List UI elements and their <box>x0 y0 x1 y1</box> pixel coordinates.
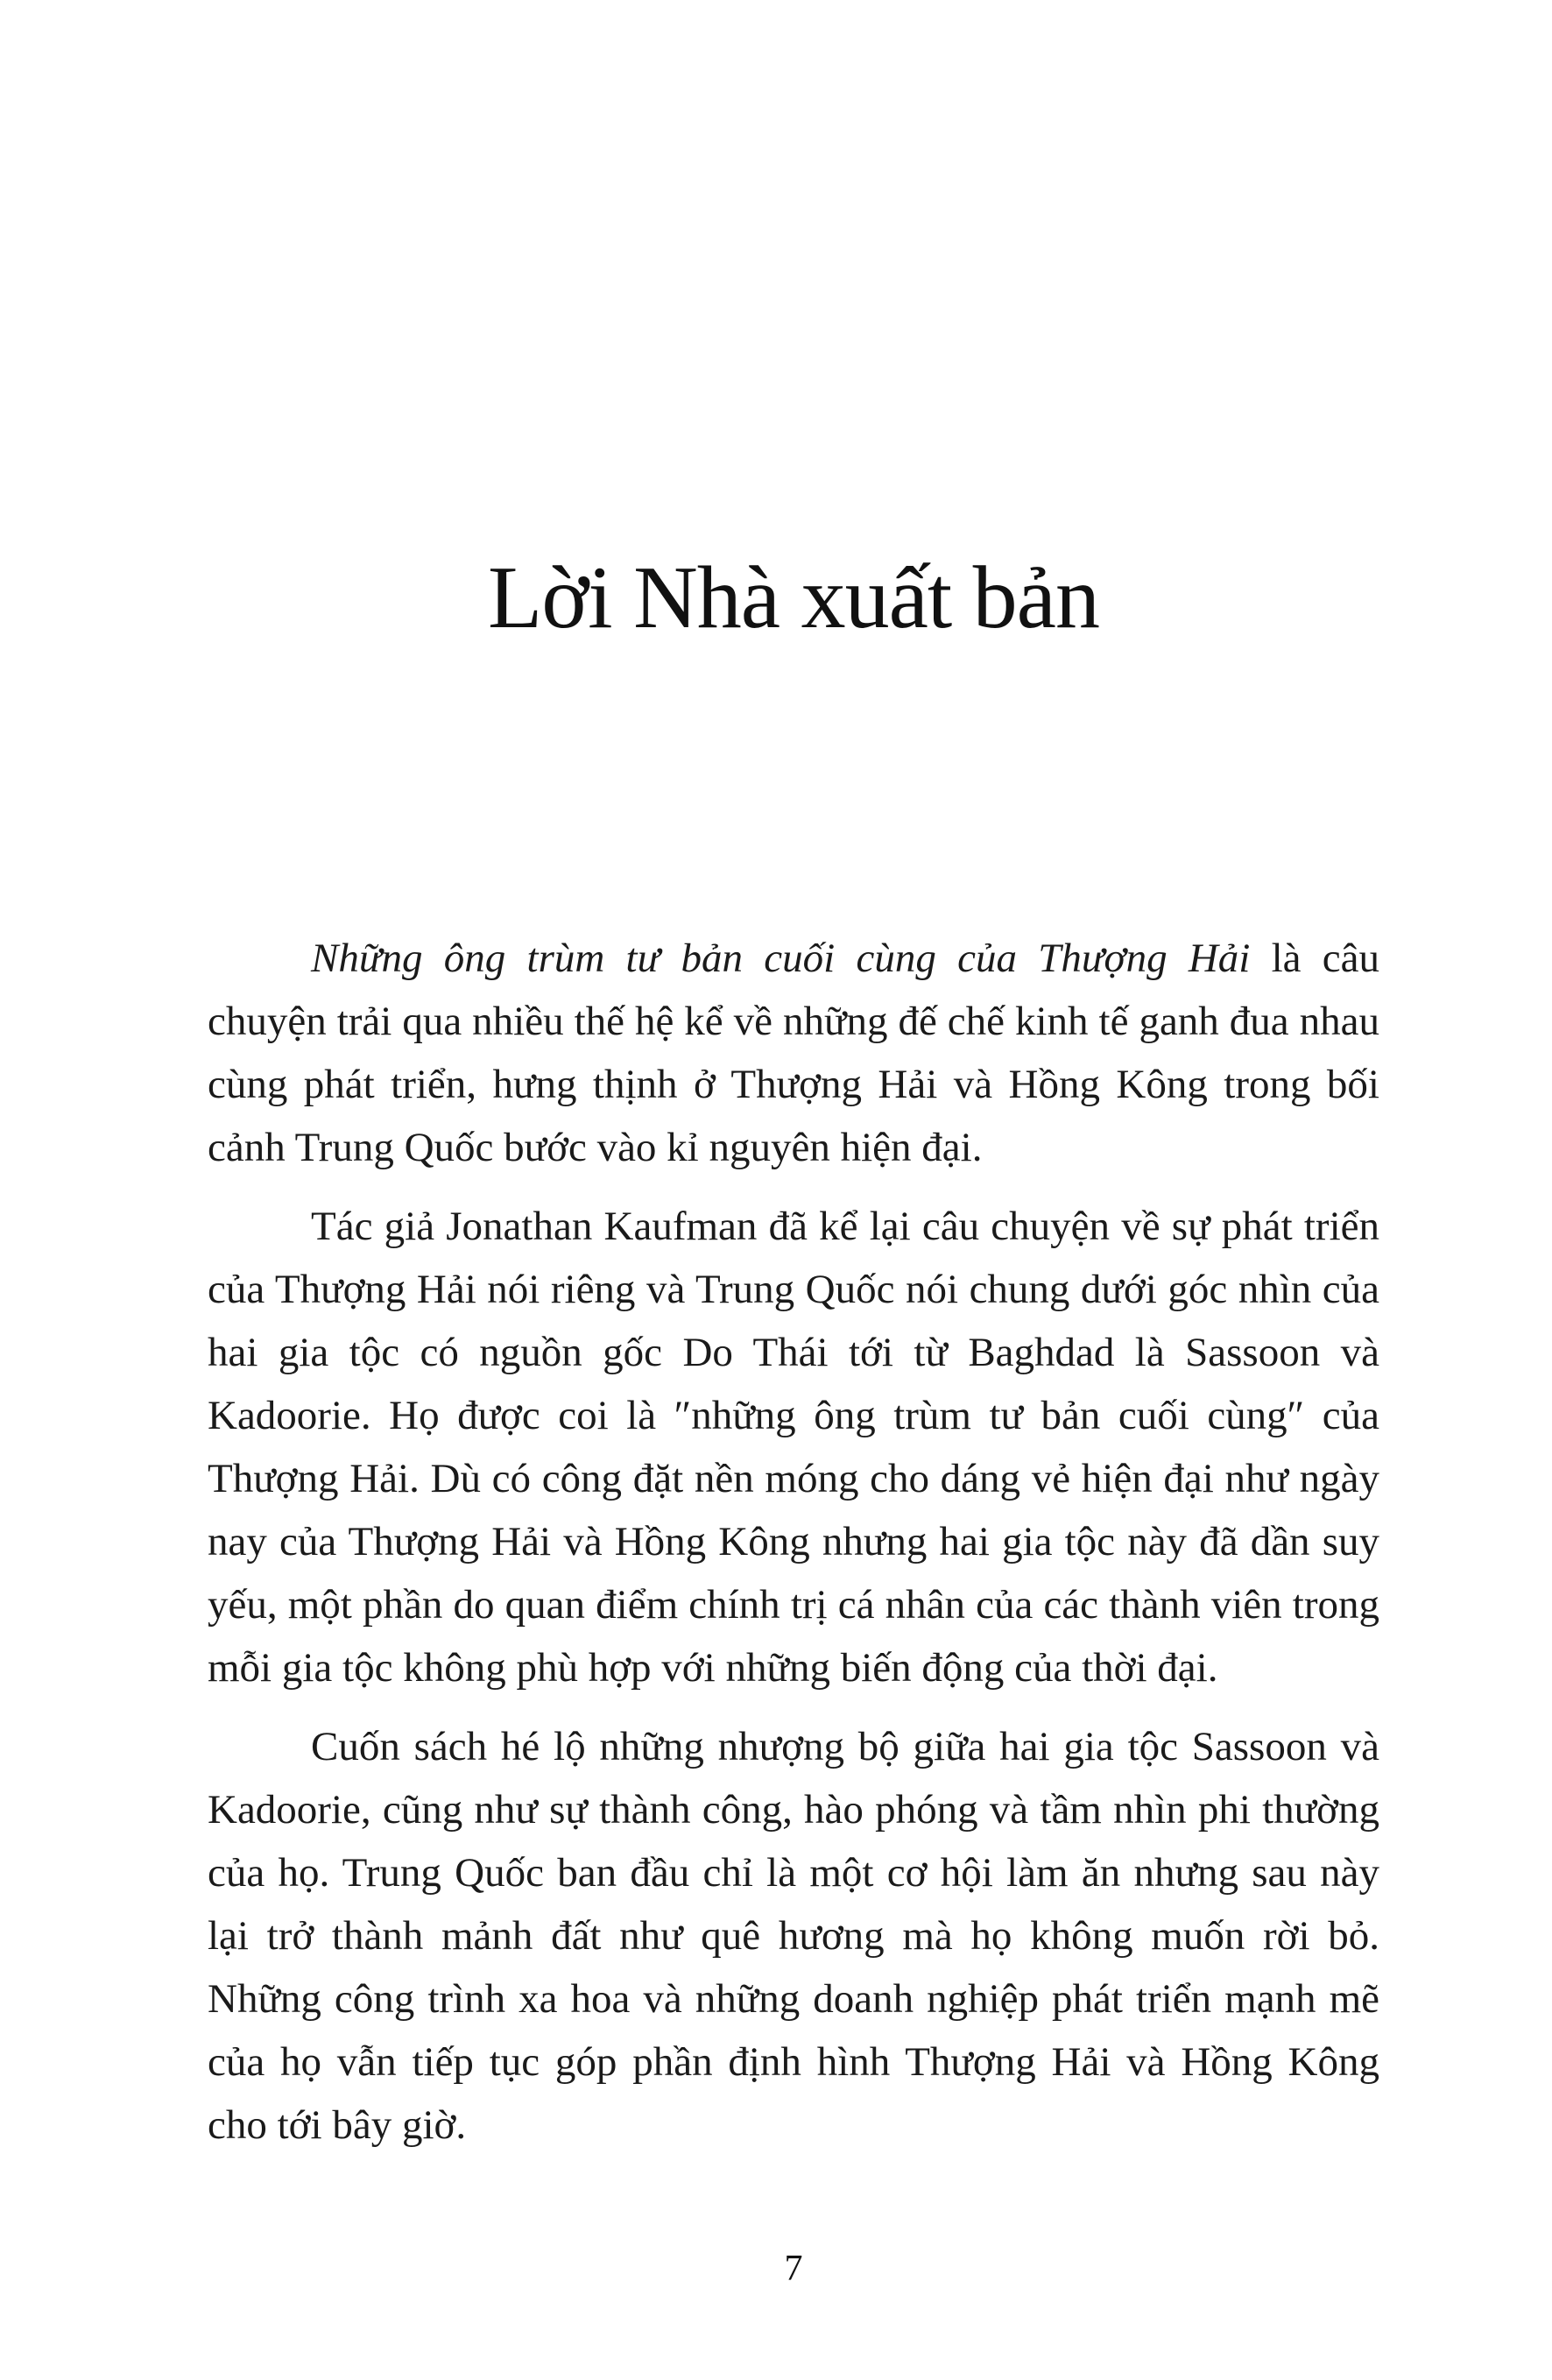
paragraph-text: Cuốn sách hé lộ những nhượng bộ giữa hai gia tộc Sassoon và Kadoorie, cũng như sự thành công, hào phóng và tầm nhìn phi thường của họ. Trung Quốc ban đầu chỉ là một cơ hội làm ăn nhưng sau này lại trở thành mảnh đất như quê hương mà họ không muốn rời bỏ. Những công trình xa hoa và những doanh nghiệp phát triển mạnh mẽ của họ vẫn tiếp tục góp phần định hình Thượng Hải và Hồng Kông cho tới bây giờ. <box>208 1724 1379 2148</box>
body-text-block <box>208 927 1379 2157</box>
page-number: 7 <box>784 2249 803 2289</box>
paragraph-text: Tác giả Jonathan Kaufman đã kể lại câu chuyện về sự phát triển của Thượng Hải nói riêng và Trung Quốc nói chung dưới góc nhìn của hai gia tộc có nguồn gốc Do Thái tới từ Baghdad là Sassoon và Kadoorie. Họ được coi là ″những ông trùm tư bản cuối cùng″ của Thượng Hải. Dù có công đặt nền móng cho dáng vẻ hiện đại như ngày nay của Thượng Hải và Hồng Kông nhưng hai gia tộc này đã dần suy yếu, một phần do quan điểm chính trị cá nhân của các thành viên trong mỗi gia tộc không phù hợp với những biến động của thời đại. <box>208 1204 1379 1691</box>
paragraph <box>208 1195 1379 1699</box>
page-title: Lời Nhà xuất bản <box>488 548 1099 648</box>
paragraph <box>208 927 1379 1179</box>
paragraph-text: là câu chuyện trải qua nhiều thế hệ kể về những đế chế kinh tế ganh đua nhau cùng phát triển, hưng thịnh ở Thượng Hải và Hồng Kông trong bối cảnh Trung Quốc bước vào kỉ nguyên hiện đại. <box>208 936 1380 1170</box>
book-title-italic: Những ông trùm tư bản cuối cùng của Thượng Hải <box>311 936 1251 981</box>
paragraph <box>208 1715 1379 2157</box>
